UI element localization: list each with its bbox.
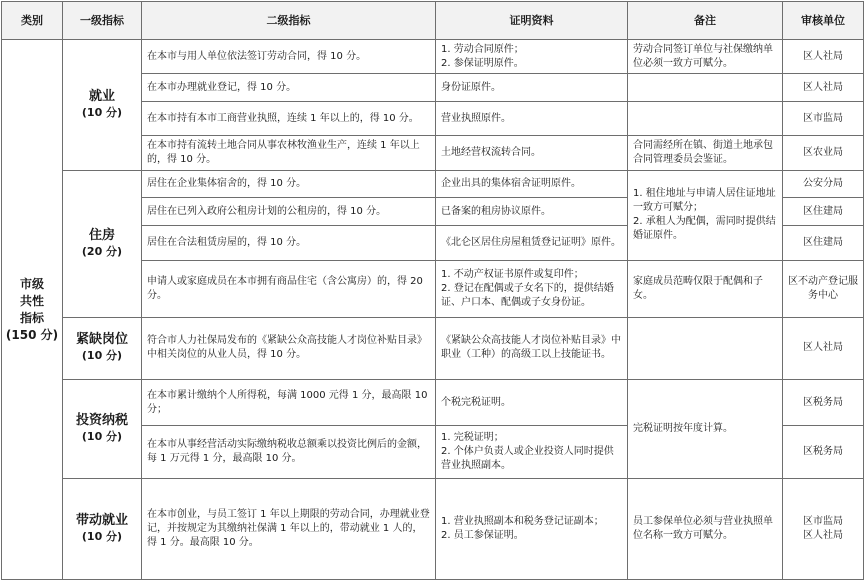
table-row	[2, 317, 864, 380]
header-level1: 一级指标	[63, 2, 142, 40]
proof-cell: 个税完税证明。	[436, 380, 628, 426]
note-line: 1. 租住地址与申请人居住证地址一致方可赋分；	[633, 188, 776, 214]
unit-cell: 区税务局	[783, 380, 864, 426]
group-name: 带动就业	[75, 512, 128, 528]
group-name: 就业	[88, 88, 115, 104]
category-line: 共性	[19, 293, 44, 308]
criterion-cell: 在本市办理就业登记，得 10 分。	[142, 74, 436, 101]
group-startup	[63, 478, 142, 579]
group-shortage	[63, 317, 142, 380]
criterion-cell: 在本市与用人单位依法签订劳动合同，得 10 分。	[142, 40, 436, 74]
unit-line: 区市监局	[803, 515, 843, 527]
criterion-cell: 在本市创业，与员工签订 1 年以上期限的劳动合同，办理就业登记，并按规定为其缴纳社保满 1 年以上的，带动就业 1 人的，得 1 分。最高限 10 分。	[142, 478, 436, 579]
proof-line: 1. 不动产权证书原件或复印件；	[441, 268, 584, 280]
proof-cell	[436, 425, 628, 478]
unit-cell: 区人社局	[783, 74, 864, 101]
criterion-cell: 居住在已列入政府公租房计划的公租房的，得 10 分。	[142, 198, 436, 226]
group-score: (10 分)	[81, 105, 123, 119]
scoring-table	[1, 1, 864, 580]
proof-cell: 企业出具的集体宿舍证明原件。	[436, 170, 628, 197]
header-note: 备注	[628, 2, 783, 40]
note-line: 2. 承租人为配偶，需同时提供结婚证原件。	[633, 216, 776, 242]
criterion-cell: 居住在企业集体宿舍的，得 10 分。	[142, 170, 436, 197]
group-name: 住房	[88, 227, 115, 243]
note-cell: 家庭成员范畴仅限于配偶和子女。	[628, 260, 783, 317]
table-row	[2, 170, 864, 197]
unit-cell	[783, 478, 864, 579]
header-unit: 审核单位	[783, 2, 864, 40]
proof-line: 2. 个体户负责人或企业投资人同时提供营业执照副本。	[441, 445, 614, 471]
table-row	[2, 40, 864, 74]
table-row	[2, 380, 864, 426]
note-cell	[628, 170, 783, 260]
unit-cell: 区不动产登记服务中心	[783, 260, 864, 317]
note-cell: 劳动合同签订单位与社保缴纳单位必须一致方可赋分。	[628, 40, 783, 74]
unit-cell: 区人社局	[783, 40, 864, 74]
proof-line: 2. 参保证明原件。	[441, 57, 524, 69]
unit-cell: 区市监局	[783, 101, 864, 135]
criterion-cell: 在本市累计缴纳个人所得税，每满 1000 元得 1 分，最高限 10 分；	[142, 380, 436, 426]
header-category: 类别	[2, 2, 63, 40]
category-line: 指标	[19, 310, 44, 325]
proof-cell	[436, 478, 628, 579]
header-proof: 证明资料	[436, 2, 628, 40]
proof-line: 1. 营业执照副本和税务登记证副本；	[441, 515, 604, 527]
criterion-cell: 居住在合法租赁房屋的，得 10 分。	[142, 226, 436, 260]
note-cell	[628, 74, 783, 101]
proof-cell: 已备案的租房协议原件。	[436, 198, 628, 226]
proof-cell: 土地经营权流转合同。	[436, 136, 628, 170]
unit-cell: 区住建局	[783, 226, 864, 260]
criterion-cell: 在本市从事经营活动实际缴纳税收总额乘以投资比例后的金额，每 1 万元得 1 分，最高限 10 分。	[142, 425, 436, 478]
group-employment	[63, 40, 142, 171]
criterion-cell: 在本市持有本市工商营业执照，连续 1 年以上的，得 10 分。	[142, 101, 436, 135]
unit-cell: 区农业局	[783, 136, 864, 170]
category-score: (150 分)	[5, 327, 59, 342]
group-score: (10 分)	[81, 429, 123, 443]
proof-cell: 《北仑区居住房屋租赁登记证明》原件。	[436, 226, 628, 260]
category-line: 市级	[19, 276, 44, 291]
group-housing	[63, 170, 142, 317]
group-name: 紧缺岗位	[75, 332, 128, 348]
unit-cell: 区税务局	[783, 425, 864, 478]
proof-line: 2. 登记在配偶或子女名下的，提供结婚证、户口本、配偶或子女身份证。	[441, 282, 614, 308]
note-cell	[628, 317, 783, 380]
header-row	[2, 2, 864, 40]
unit-line: 区人社局	[803, 529, 843, 541]
note-cell: 员工参保单位必须与营业执照单位名称一致方可赋分。	[628, 478, 783, 579]
unit-cell: 区人社局	[783, 317, 864, 380]
criterion-cell: 在本市持有流转土地合同从事农林牧渔业生产，连续 1 年以上的，得 10 分。	[142, 136, 436, 170]
proof-line: 1. 劳动合同原件；	[441, 43, 524, 55]
unit-cell: 区住建局	[783, 198, 864, 226]
group-score: (10 分)	[81, 529, 123, 543]
proof-cell: 营业执照原件。	[436, 101, 628, 135]
criterion-cell: 申请人或家庭成员在本市拥有商品住宅（含公寓房）的，得 20 分。	[142, 260, 436, 317]
header-level2: 二级指标	[142, 2, 436, 40]
unit-cell: 公安分局	[783, 170, 864, 197]
proof-cell	[436, 260, 628, 317]
group-tax	[63, 380, 142, 478]
proof-line: 2. 员工参保证明。	[441, 529, 524, 541]
proof-cell: 身份证原件。	[436, 74, 628, 101]
table-row	[2, 478, 864, 579]
proof-cell: 《紧缺公众高技能人才岗位补贴目录》中职业（工种）的高级工以上技能证书。	[436, 317, 628, 380]
proof-cell	[436, 40, 628, 74]
note-cell: 合同需经所在镇、街道土地承包合同管理委员会鉴证。	[628, 136, 783, 170]
note-cell: 完税证明按年度计算。	[628, 380, 783, 478]
criterion-cell: 符合市人力社保局发布的《紧缺公众高技能人才岗位补贴目录》中相关岗位的从业人员，得 10 分。	[142, 317, 436, 380]
group-score: (10 分)	[81, 349, 123, 363]
category-cell	[2, 40, 63, 580]
note-cell	[628, 101, 783, 135]
group-score: (20 分)	[81, 244, 123, 258]
group-name: 投资纳税	[75, 412, 128, 428]
proof-line: 1. 完税证明；	[441, 431, 504, 443]
